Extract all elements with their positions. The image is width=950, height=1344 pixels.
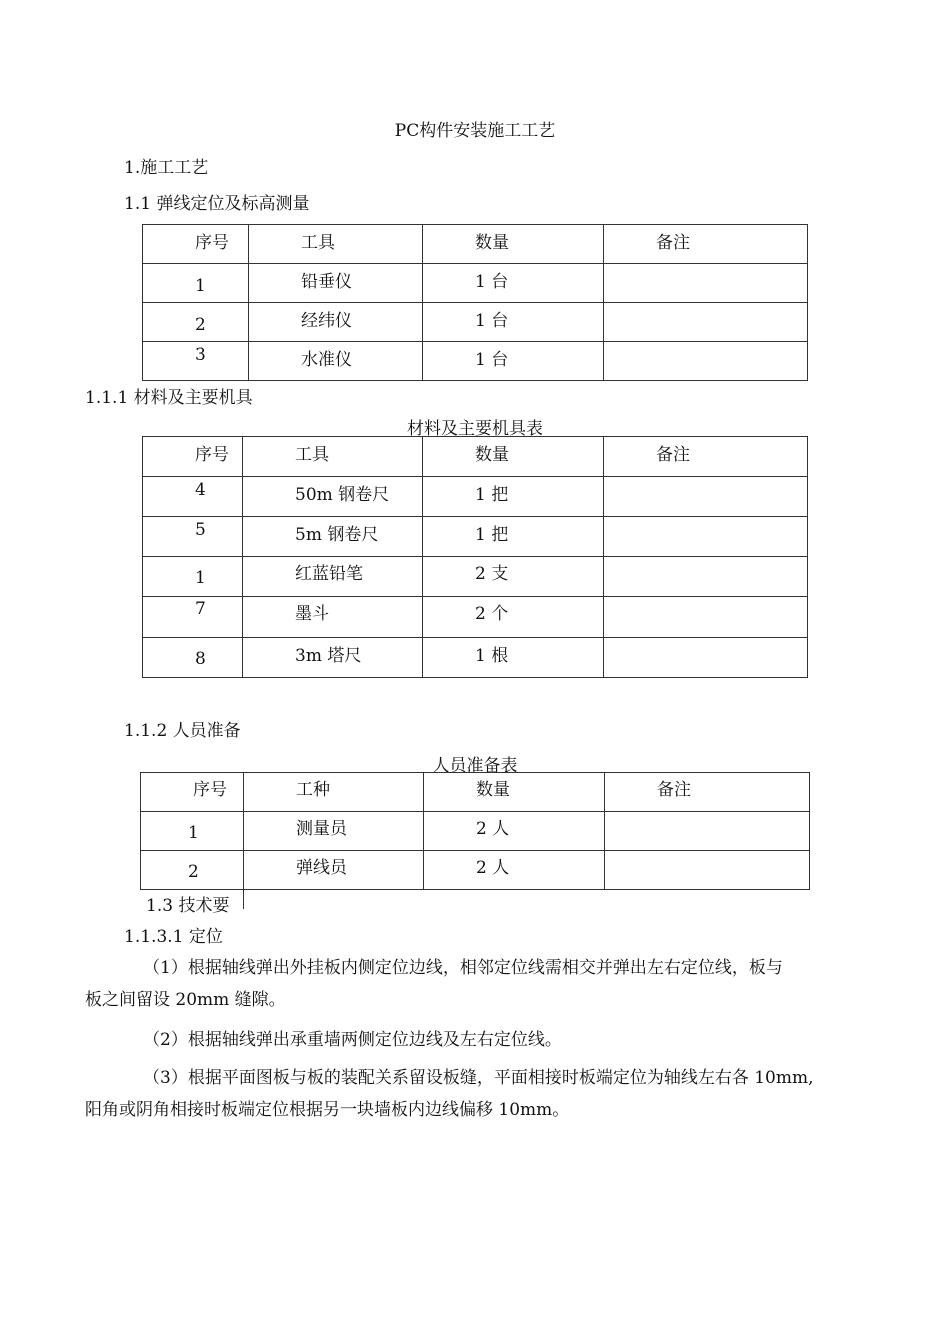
survey-instrument-table — [142, 224, 808, 381]
header-tool: 工具 — [295, 445, 329, 465]
table-row — [143, 342, 808, 381]
heading-1-3-fragment: 1.3 技术要 — [146, 896, 230, 916]
header-qty: 数量 — [475, 233, 509, 253]
table-row — [143, 477, 808, 517]
paragraph-1 — [85, 952, 875, 1016]
cell-seq: 2 — [188, 862, 199, 882]
cell-tool: 墨斗 — [295, 604, 329, 624]
paragraph-3-line-2: 阳角或阴角相接时板端定位根据另一块墙板内边线偏移 10mm。 — [85, 1100, 570, 1120]
header-seq: 序号 — [195, 445, 229, 465]
cell-tool: 50m 钢卷尺 — [295, 485, 390, 505]
cell-tool: 5m 钢卷尺 — [295, 525, 379, 545]
caption-staff-table: 人员准备表 — [432, 756, 518, 776]
cell-seq: 2 — [195, 315, 206, 335]
header-remark: 备注 — [656, 233, 690, 253]
table-row — [143, 303, 808, 342]
cell-qty: 1 台 — [475, 311, 509, 331]
table-row — [143, 557, 808, 597]
cell-seq: 4 — [195, 480, 206, 500]
page-title: PC构件安装施工工艺 — [394, 121, 556, 141]
cell-trade: 测量员 — [296, 819, 347, 839]
table-row — [141, 812, 810, 851]
table-row — [143, 264, 808, 303]
cell-border-fragment — [243, 888, 244, 909]
cell-qty: 2 个 — [475, 604, 509, 624]
header-trade: 工种 — [296, 780, 330, 800]
table-header-row — [143, 437, 808, 477]
cell-qty: 2 人 — [476, 819, 510, 839]
table-row — [143, 638, 808, 678]
cell-qty: 1 台 — [475, 350, 509, 370]
cell-tool: 铅垂仪 — [301, 272, 352, 292]
cell-seq: 7 — [195, 599, 206, 619]
paragraph-2-line-1: （2）根据轴线弹出承重墙两侧定位边线及左右定位线。 — [143, 1030, 562, 1050]
header-tool: 工具 — [301, 233, 335, 253]
header-qty: 数量 — [475, 445, 509, 465]
cell-seq: 5 — [195, 520, 206, 540]
cell-seq: 3 — [195, 345, 206, 365]
cell-tool: 经纬仪 — [301, 311, 352, 331]
table-row — [141, 851, 810, 890]
cell-seq: 8 — [195, 649, 206, 669]
heading-1-1-1: 1.1.1 材料及主要机具 — [85, 388, 253, 408]
heading-1-1: 1.1 弹线定位及标高测量 — [124, 194, 310, 214]
table-row — [143, 517, 808, 557]
cell-qty: 2 人 — [476, 858, 510, 878]
table-row — [143, 597, 808, 638]
cell-qty: 1 根 — [475, 646, 509, 666]
paragraph-1-line-1: （1）根据轴线弹出外挂板内侧定位边线，相邻定位线需相交并弹出左右定位线，板与 — [143, 958, 783, 978]
header-qty: 数量 — [476, 780, 510, 800]
cell-qty: 1 台 — [475, 272, 509, 292]
header-remark: 备注 — [657, 780, 691, 800]
table-header-row — [143, 225, 808, 264]
table-header-row — [141, 773, 810, 812]
staff-table — [140, 772, 810, 890]
heading-1-1-3-1: 1.1.3.1 定位 — [124, 927, 223, 947]
paragraph-2 — [85, 1024, 875, 1056]
heading-1-1-2: 1.1.2 人员准备 — [124, 721, 241, 741]
cell-trade: 弹线员 — [296, 858, 347, 878]
paragraph-3-line-1: （3）根据平面图板与板的装配关系留设板缝，平面相接时板端定位为轴线左右各 10mm, — [143, 1068, 814, 1088]
tools-table — [142, 436, 808, 678]
caption-tools-table: 材料及主要机具表 — [407, 419, 543, 439]
header-remark: 备注 — [656, 445, 690, 465]
cell-tool: 红蓝铅笔 — [295, 564, 363, 584]
header-seq: 序号 — [193, 780, 227, 800]
cell-qty: 1 把 — [475, 485, 509, 505]
cell-seq: 1 — [195, 568, 206, 588]
cell-qty: 1 把 — [475, 525, 509, 545]
paragraph-1-line-2: 板之间留设 20mm 缝隙。 — [85, 990, 286, 1010]
cell-qty: 2 支 — [475, 564, 509, 584]
paragraph-3 — [85, 1062, 875, 1126]
cell-tool: 3m 塔尺 — [295, 646, 362, 666]
header-seq: 序号 — [195, 233, 229, 253]
cell-tool: 水准仪 — [301, 350, 352, 370]
heading-1: 1.施工工艺 — [124, 158, 209, 178]
cell-seq: 1 — [195, 276, 206, 296]
cell-seq: 1 — [188, 823, 199, 843]
